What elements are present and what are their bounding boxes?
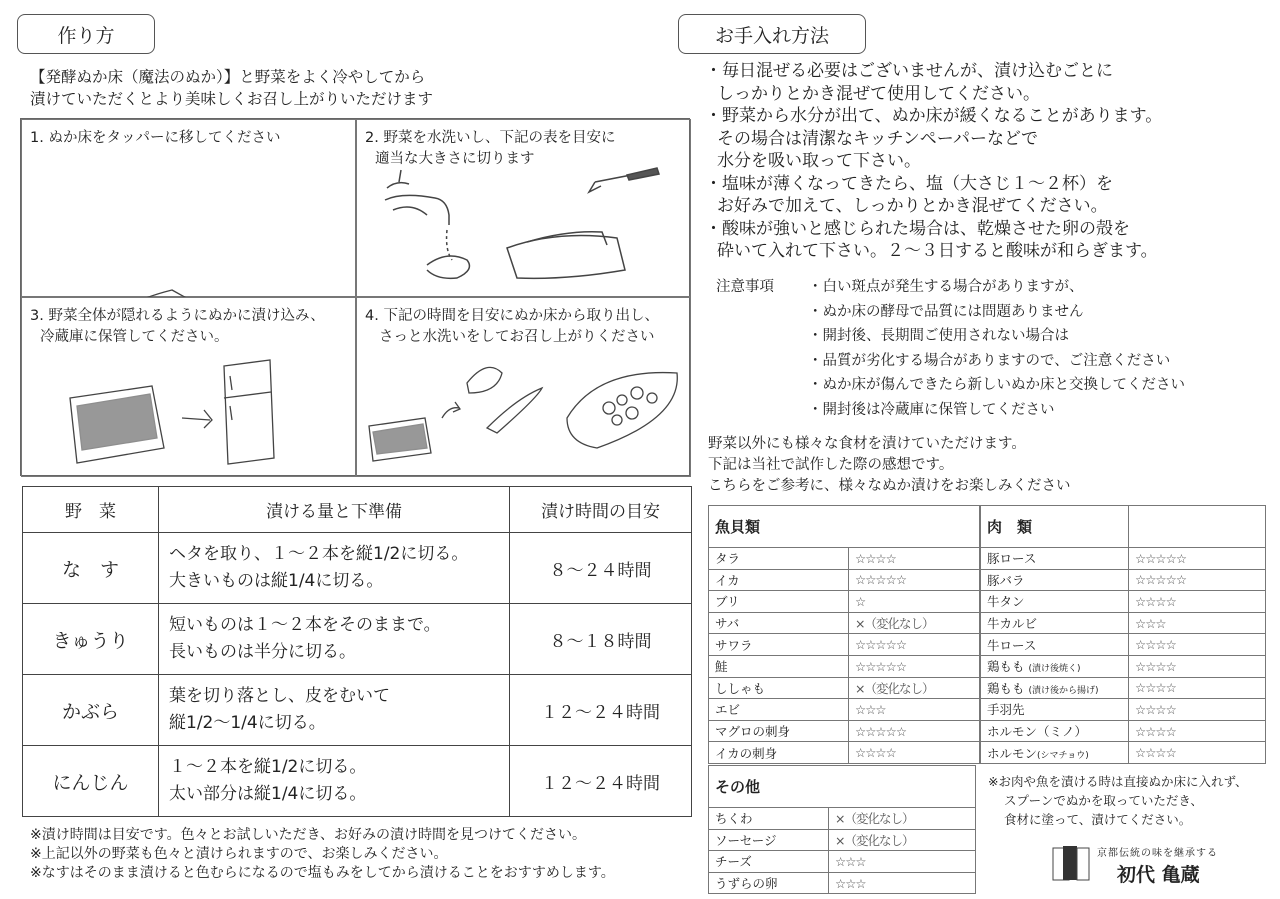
care-item xyxy=(705,60,1275,105)
step-1 xyxy=(21,119,356,297)
step-text-line: 2. 野菜を水洗いし、下記の表を目安に xyxy=(365,130,616,146)
fish-table xyxy=(708,505,980,764)
preparation-line: 短いものは１～２本をそのままで。 xyxy=(169,615,441,635)
preparation-line: 葉を切り落とし、皮をむいて xyxy=(169,686,390,706)
section-title-text: お手入れ方法 xyxy=(714,24,829,47)
intro-line: 下記は当社で試作した際の感想です。 xyxy=(708,457,954,473)
table-row xyxy=(981,742,1266,764)
food-name: エビ xyxy=(709,699,849,721)
table-row xyxy=(709,569,980,591)
footnote: ※漬け時間は目安です。色々とお試しいただき、お好みの漬け時間を見つけてください。 xyxy=(30,827,587,843)
care-item xyxy=(705,173,1275,218)
seal-icon xyxy=(1045,842,1093,886)
column-header: 漬け時間の目安 xyxy=(510,487,692,533)
rating: ☆☆☆☆ xyxy=(1129,720,1266,742)
table-row xyxy=(709,612,980,634)
table-row xyxy=(981,634,1266,656)
food-name: イカ xyxy=(709,569,849,591)
meat-note xyxy=(988,772,1247,829)
step-text: 1. ぬか床をタッパーに移してください xyxy=(30,130,281,146)
vegetable-name: にんじん xyxy=(23,746,159,817)
section-title-howto xyxy=(17,14,155,54)
intro-line: 漬けていただくとより美味しくお召し上がりいただけます xyxy=(30,90,434,108)
rating: ☆☆☆☆ xyxy=(1129,634,1266,656)
food-name xyxy=(981,742,1129,764)
caution-item: ・開封後、長期間ご使用されない場合は xyxy=(808,328,1069,344)
care-line: ・酸味が強いと感じられた場合は、乾燥させた卵の殻を xyxy=(705,218,1130,239)
care-item xyxy=(705,105,1275,173)
rating: ☆☆☆☆ xyxy=(849,548,980,570)
table-row xyxy=(981,655,1266,677)
table-header: 肉 類 xyxy=(981,506,1129,548)
rating: ☆☆☆☆ xyxy=(849,742,980,764)
caution-section xyxy=(716,275,1185,422)
food-name: マグロの刺身 xyxy=(709,720,849,742)
food-name: 牛ロース xyxy=(981,634,1129,656)
food-name: 手羽先 xyxy=(981,699,1129,721)
caution-item: ・白い斑点が発生する場合がありますが、 xyxy=(808,279,1084,295)
rating: ☆☆☆☆☆ xyxy=(849,655,980,677)
vegetable-name: な す xyxy=(23,533,159,604)
step-text-line: さっと水洗いをしてお召し上がりください xyxy=(379,329,655,345)
food-name: 鮭 xyxy=(709,655,849,677)
caution-item: ・開封後は冷蔵庫に保管してください xyxy=(808,401,1055,418)
section-title-care xyxy=(678,14,866,54)
preparation xyxy=(159,533,510,604)
rating: ☆☆☆ xyxy=(849,699,980,721)
preparation-line: １～２本を縦1/2に切る。 xyxy=(169,757,367,777)
table-row xyxy=(709,742,980,764)
step-text xyxy=(30,306,349,348)
others-table xyxy=(708,765,976,894)
table-row xyxy=(709,655,980,677)
food-name-main: ホルモン xyxy=(987,745,1038,761)
brand-tagline: 京都伝統の味を継承する xyxy=(1097,848,1218,859)
intro-text xyxy=(30,66,433,110)
rating: ☆☆☆ xyxy=(829,851,976,873)
table-row xyxy=(709,591,980,613)
table-row xyxy=(709,677,980,699)
caution-item: ・品質が劣化する場合がありますので、ご注意ください xyxy=(808,352,1171,369)
table-header-row xyxy=(23,487,692,533)
table-row xyxy=(709,851,976,873)
rating: ☆☆☆☆ xyxy=(1129,742,1266,764)
preparation-line: ヘタを取り、１～２本を縦1/2に切る。 xyxy=(169,544,469,564)
column-header: 漬ける量と下準備 xyxy=(159,487,510,533)
preparation-line: 長いものは半分に切る。 xyxy=(169,642,356,662)
step-text-line: 4. 下記の時間を目安にぬか床から取り出し、 xyxy=(365,308,659,324)
intro-line: 【発酵ぬか床（魔法のぬか）】と野菜をよく冷やしてから xyxy=(30,68,426,86)
rating: ×（変化なし） xyxy=(829,808,976,830)
vegetable-name: きゅうり xyxy=(23,604,159,675)
food-name: 牛タン xyxy=(981,591,1129,613)
table-row xyxy=(709,720,980,742)
rating: ☆☆☆☆☆ xyxy=(849,569,980,591)
other-foods-intro xyxy=(708,434,1071,497)
rating: ☆☆☆ xyxy=(1129,612,1266,634)
food-name: サバ xyxy=(709,612,849,634)
food-name xyxy=(981,677,1129,699)
food-name: タラ xyxy=(709,548,849,570)
step-text xyxy=(365,128,684,170)
rating: ☆☆☆☆☆ xyxy=(849,634,980,656)
care-line: ・塩味が薄くなってきたら、塩（大さじ１～２杯）を xyxy=(705,173,1113,194)
rating: ☆☆☆☆ xyxy=(1129,591,1266,613)
food-name xyxy=(981,655,1129,677)
vegetable-table xyxy=(22,486,692,817)
note-line: ※お肉や魚を漬ける時は直接ぬか床に入れず、 xyxy=(988,774,1248,789)
food-name-sub: (漬け後から揚げ) xyxy=(1028,685,1099,696)
table-row xyxy=(709,829,976,851)
vegetable-name: かぶら xyxy=(23,675,159,746)
preparation-line: 大きいものは縦1/4に切る。 xyxy=(169,571,384,591)
step-3 xyxy=(21,297,356,477)
section-title-text: 作り方 xyxy=(57,24,115,47)
step-text xyxy=(365,306,684,348)
rating: ☆ xyxy=(849,591,980,613)
table-row xyxy=(981,699,1266,721)
food-name: 豚ロース xyxy=(981,548,1129,570)
rating: ☆☆☆☆ xyxy=(1129,699,1266,721)
food-name: ソーセージ xyxy=(709,829,829,851)
rating: ×（変化なし） xyxy=(849,612,980,634)
preparation xyxy=(159,746,510,817)
table-row xyxy=(23,675,692,746)
care-line: お好みで加えて、しっかりとかき混ぜてください。 xyxy=(717,196,1108,216)
rating: ☆☆☆☆☆ xyxy=(849,720,980,742)
rating: ☆☆☆☆☆ xyxy=(1129,548,1266,570)
table-row xyxy=(23,746,692,817)
care-line: ・毎日混ぜる必要はございませんが、漬け込むごとに xyxy=(705,61,1113,81)
table-row xyxy=(709,872,976,894)
caution-item: ・ぬか床の酵母で品質には問題ありません xyxy=(808,303,1084,320)
food-name: ホルモン（ミノ） xyxy=(981,720,1129,742)
preparation xyxy=(159,675,510,746)
caution-label: 注意事項 xyxy=(716,279,774,295)
table-row xyxy=(709,634,980,656)
table-header-empty xyxy=(1129,506,1266,548)
intro-line: 野菜以外にも様々な食材を漬けていただけます。 xyxy=(708,436,1026,452)
step-text-line: 3. 野菜全体が隠れるようにぬかに漬け込み、 xyxy=(30,308,325,324)
table-row xyxy=(981,612,1266,634)
intro-line: こちらをご参考に、様々なぬか漬けをお楽しみください xyxy=(708,478,1071,494)
step-text-line: 冷蔵庫に保管してください。 xyxy=(40,329,229,345)
rating: ×（変化なし） xyxy=(829,829,976,851)
food-name: ししゃも xyxy=(709,677,849,699)
brand-name: 初代 亀蔵 xyxy=(1117,864,1200,886)
care-line: しっかりとかき混ぜて使用してください。 xyxy=(717,83,1040,104)
food-name: イカの刺身 xyxy=(709,742,849,764)
rating: ☆☆☆☆ xyxy=(1129,655,1266,677)
rating: ☆☆☆☆ xyxy=(1129,677,1266,699)
care-line: 砕いて入れて下さい。２～３日すると酸味が和らぎます。 xyxy=(717,241,1158,261)
pickling-time: ８～２４時間 xyxy=(510,533,692,604)
step-4 xyxy=(356,297,691,477)
food-name: 豚バラ xyxy=(981,569,1129,591)
step-2 xyxy=(356,119,691,297)
pickling-time: １２～２４時間 xyxy=(510,746,692,817)
preparation-line: 縦1/2～1/4に切る。 xyxy=(169,713,326,733)
rating: ☆☆☆ xyxy=(829,872,976,894)
preparation-line: 太い部分は縦1/4に切る。 xyxy=(169,784,367,804)
table-header: その他 xyxy=(709,766,976,808)
caution-list xyxy=(808,275,1185,422)
table-row xyxy=(981,569,1266,591)
table-row xyxy=(981,677,1266,699)
food-name: チーズ xyxy=(709,851,829,873)
food-name-sub: (漬け後焼く) xyxy=(1028,664,1081,675)
care-line: その場合は清潔なキッチンペーパーなどで xyxy=(717,128,1038,149)
food-name: 牛カルビ xyxy=(981,612,1129,634)
brand-logo xyxy=(1045,842,1245,887)
care-instructions xyxy=(705,60,1275,263)
food-name: ブリ xyxy=(709,591,849,613)
table-row xyxy=(981,548,1266,570)
note-line: 食材に塗って、漬けてください。 xyxy=(1004,812,1192,827)
caution-item: ・ぬか床が傷んできたら新しいぬか床と交換してください xyxy=(808,377,1185,393)
footnotes xyxy=(30,826,615,883)
table-row xyxy=(981,720,1266,742)
note-line: スプーンでぬかを取っていただき、 xyxy=(1004,793,1203,808)
table-row xyxy=(709,548,980,570)
food-name: ちくわ xyxy=(709,808,829,830)
column-header: 野 菜 xyxy=(23,487,159,533)
food-name: うずらの卵 xyxy=(709,872,829,894)
pickling-time: １２～２４時間 xyxy=(510,675,692,746)
step-text-line: 適当な大きさに切ります xyxy=(375,151,535,167)
pickling-time: ８～１８時間 xyxy=(510,604,692,675)
footnote: ※なすはそのまま漬けると色むらになるので塩もみをしてから漬けることをおすすめします。 xyxy=(30,865,615,881)
table-row xyxy=(709,808,976,830)
rating: ☆☆☆☆☆ xyxy=(1129,569,1266,591)
table-row xyxy=(23,604,692,675)
preparation xyxy=(159,604,510,675)
footnote: ※上記以外の野菜も色々と漬けられますので、お楽しみください。 xyxy=(30,846,448,862)
table-row xyxy=(709,699,980,721)
meat-table xyxy=(980,505,1266,764)
food-name-sub: (シマチョウ) xyxy=(1037,750,1089,761)
food-name: サワラ xyxy=(709,634,849,656)
table-row xyxy=(981,591,1266,613)
table-header: 魚貝類 xyxy=(709,506,980,548)
care-line: ・野菜から水分が出て、ぬか床が緩くなることがあります。 xyxy=(705,106,1163,126)
table-row xyxy=(23,533,692,604)
food-name-main: 鶏もも xyxy=(987,659,1025,675)
rating: ×（変化なし） xyxy=(849,677,980,699)
care-line: 水分を吸い取って下さい。 xyxy=(717,151,921,171)
steps-grid xyxy=(20,118,690,476)
care-item xyxy=(705,218,1275,263)
food-name-main: 鶏もも xyxy=(987,680,1025,696)
